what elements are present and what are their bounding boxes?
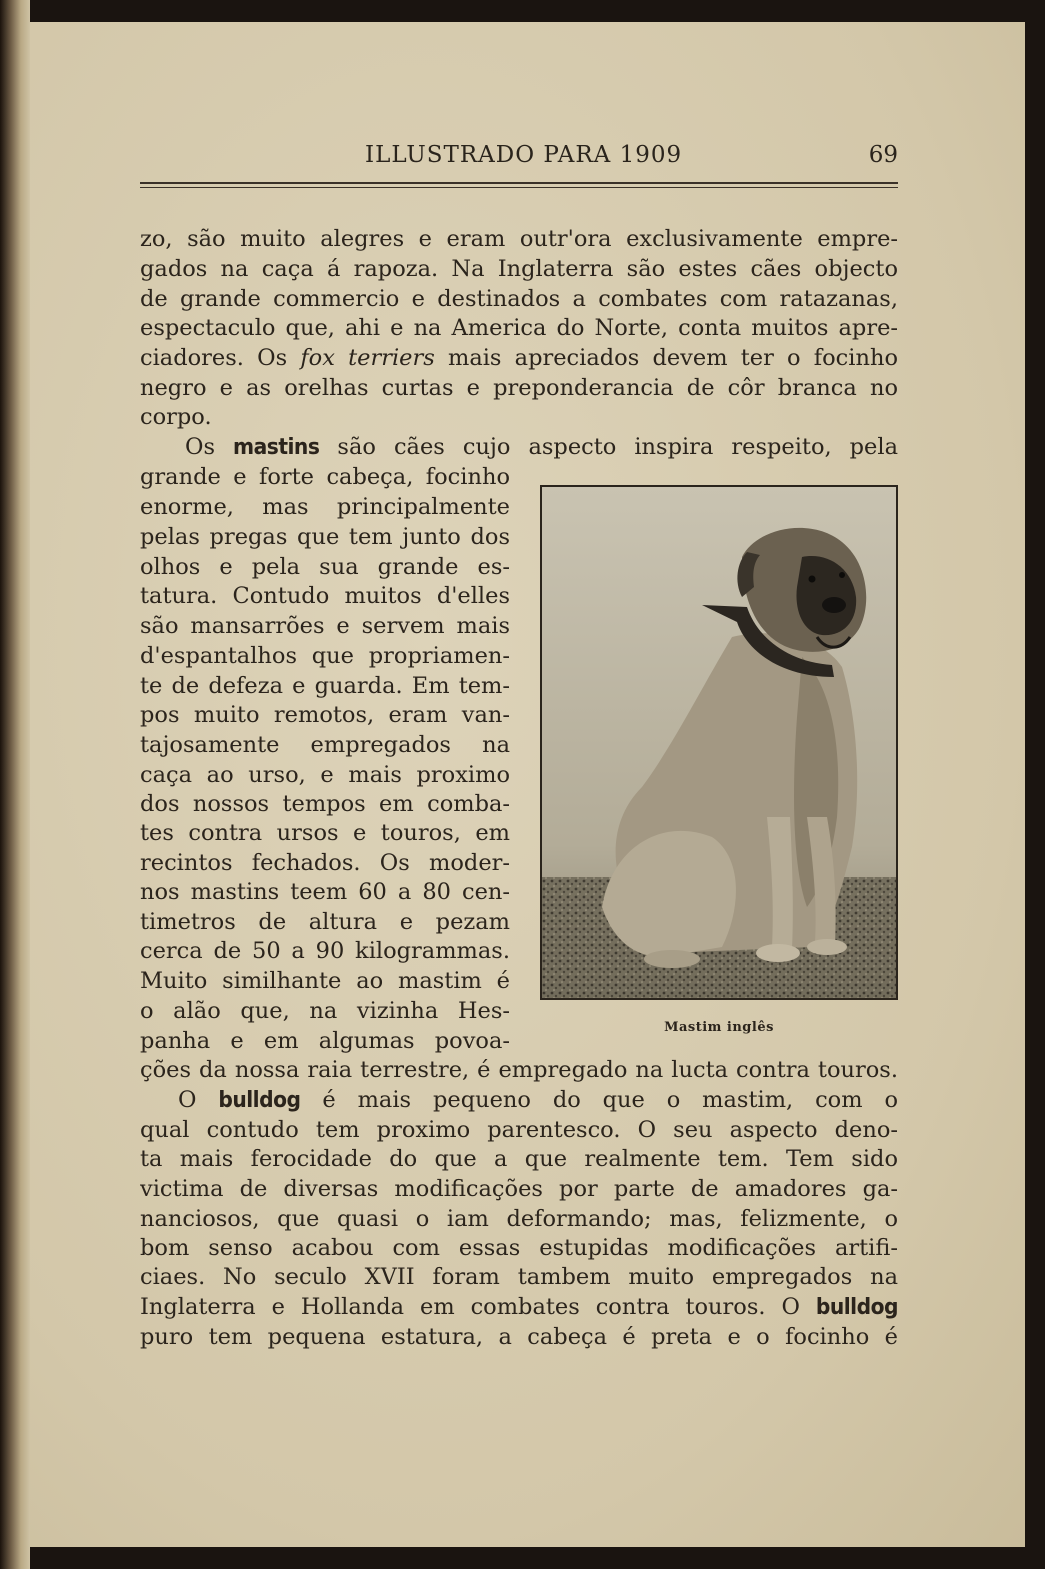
- text-line: Muito similhante ao mastim é: [140, 968, 510, 994]
- text-line: pos muito remotos, eram van-: [140, 702, 510, 728]
- page-number: 69: [868, 142, 898, 168]
- running-header: [140, 142, 898, 176]
- text-line: bom senso acabou com essas estupidas modificações artifi-: [140, 1235, 898, 1261]
- text-line-bulldog-2: [140, 1292, 898, 1322]
- text-line: gados na caça á rapoza. Na Inglaterra são estes cães objecto: [140, 256, 898, 282]
- text-line: espectaculo que, ahi e na America do Norte, conta muitos apre-: [140, 315, 898, 341]
- text-line: tajosamente empregados na: [140, 732, 510, 758]
- book-gutter: [0, 0, 30, 1569]
- text-line: pelas pregas que tem junto dos: [140, 524, 510, 550]
- text-line: corpo.: [140, 404, 212, 430]
- text-line: olhos e pela sua grande es-: [140, 554, 510, 580]
- text-line: enorme, mas principalmente: [140, 494, 510, 520]
- text-span: mais apreciados devem ter o focinho: [434, 345, 898, 371]
- text-line: o alão que, na vizinha Hes-: [140, 998, 510, 1024]
- text-span: Inglaterra e Hollanda em combates contra touros. O: [140, 1294, 816, 1320]
- text-line: tes contra ursos e touros, em: [140, 820, 510, 846]
- fox-terriers-term: fox terriers: [300, 345, 435, 371]
- text-line: recintos fechados. Os moder-: [140, 850, 510, 876]
- text-line: são mansarrões e servem mais: [140, 613, 510, 639]
- text-line: nanciosos, que quasi o iam deformando; mas, felizmente, o: [140, 1206, 898, 1232]
- text-line: negro e as orelhas curtas e preponderancia de côr branca no: [140, 375, 898, 401]
- mastiff-photo: [540, 485, 898, 1000]
- text-line-bulldog: [178, 1085, 898, 1115]
- text-line: grande e forte cabeça, focinho: [140, 464, 510, 490]
- header-rule-thin: [140, 187, 898, 188]
- text-line-mastins: [185, 432, 898, 462]
- text-line: cerca de 50 a 90 kilogrammas.: [140, 938, 510, 964]
- header-title: ILLUSTRADO PARA 1909: [365, 142, 683, 168]
- text-line: puro tem pequena estatura, a cabeça é preta e o focinho é: [140, 1324, 898, 1350]
- bulldog-term: bulldog: [815, 1294, 898, 1320]
- text-line: ções da nossa raia terrestre, é empregado na lucta contra touros.: [140, 1057, 898, 1083]
- text-line-fox-terriers: [140, 343, 898, 373]
- text-line: ciaes. No seculo XVII foram tambem muito empregados na: [140, 1264, 898, 1290]
- bulldog-term: bulldog: [218, 1087, 301, 1113]
- text-line: panha e em algumas povoa-: [140, 1028, 510, 1054]
- text-line: de grande commercio e destinados a combates com ratazanas,: [140, 286, 898, 312]
- text-span: Os: [185, 434, 234, 460]
- mastiff-illustration: [542, 487, 896, 998]
- text-line: nos mastins teem 60 a 80 cen-: [140, 879, 510, 905]
- photo-caption: Mastim inglês: [664, 1020, 774, 1035]
- text-line: zo, são muito alegres e eram outr'ora exclusivamente empre-: [140, 226, 898, 252]
- text-line: victima de diversas modificações por parte de amadores ga-: [140, 1176, 898, 1202]
- text-line: caça ao urso, e mais proximo: [140, 762, 510, 788]
- text-line: timetros de altura e pezam: [140, 909, 510, 935]
- text-line: ta mais ferocidade do que a que realmente tem. Tem sido: [140, 1146, 898, 1172]
- text-line: tatura. Contudo muitos d'elles: [140, 583, 510, 609]
- text-line: dos nossos tempos em comba-: [140, 791, 510, 817]
- text-line: qual contudo tem proximo parentesco. O seu aspecto deno-: [140, 1117, 898, 1143]
- text-span: é mais pequeno do que o mastim, com o: [300, 1087, 898, 1113]
- text-span: são cães cujo aspecto inspira respeito, pela: [319, 434, 898, 460]
- text-span: O: [178, 1087, 219, 1113]
- text-span: ciadores. Os: [140, 345, 301, 371]
- header-rule: [140, 182, 898, 184]
- text-line: d'espantalhos que propriamen-: [140, 643, 510, 669]
- text-line: te de defeza e guarda. Em tem-: [140, 673, 510, 699]
- mastins-term: mastins: [233, 434, 320, 460]
